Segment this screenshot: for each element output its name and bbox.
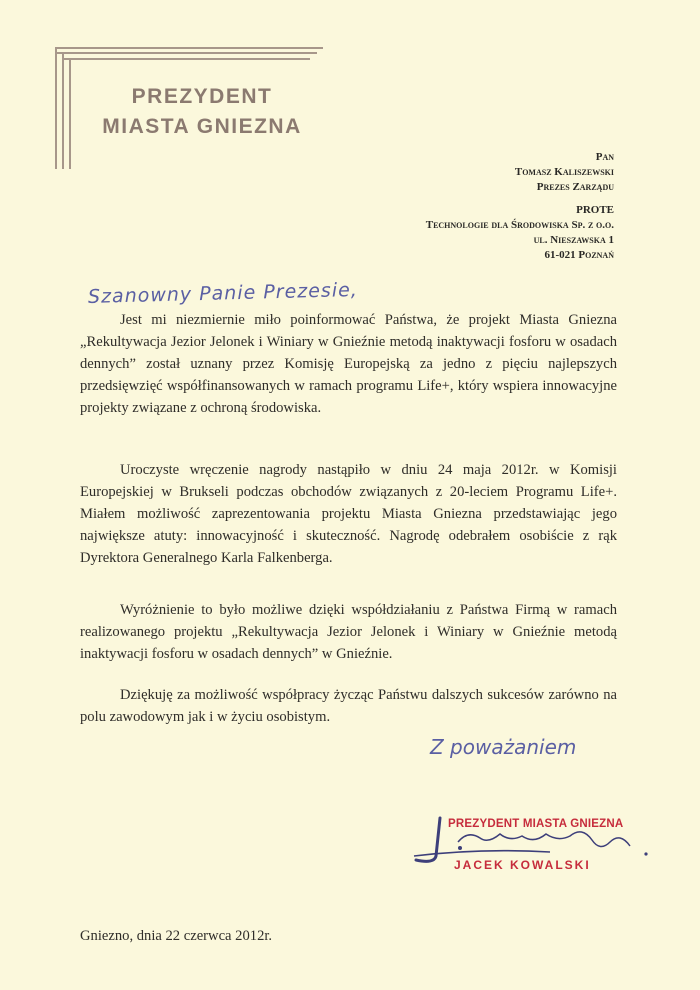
paragraph: [80, 599, 617, 665]
paragraph-text: Uroczyste wręczenie nagrody nastąpiło w dniu 24 maja 2012r. w Komisji Europejskiej w Brukseli podczas obchodów związanych z 20-leciem Programu Life+. Miałem możliwość zaprezentowania projektu Miasta Gniezna przedstawiając jego największe atuty: innowacyjność i skuteczność. Nagrodę odebrałem osobiście z rąk Dyrektora Generalnego Karla Falkenberga.: [80, 462, 617, 566]
company-block: [426, 203, 614, 263]
letterhead-subtitle: MIASTA GNIEZNA: [102, 115, 302, 138]
paragraph: [80, 309, 617, 419]
addressee-block: [515, 150, 614, 195]
handwritten-closing: Z poważaniem: [430, 735, 577, 759]
paragraph: [80, 459, 617, 569]
company-city: 61-021 Poznań: [544, 249, 614, 261]
paragraph-text: Dziękuję za możliwość współpracy życząc Państwu dalszych sukcesów zarówno na polu zawodowym jak i w życiu osobistym.: [80, 687, 617, 725]
paragraph-text: Jest mi niezmiernie miło poinformować Państwa, że projekt Miasta Gniezna „Rekultywacja Jezior Jelonek i Winiary w Gnieźnie metodą inaktywacji fosforu w osadach dennych” został uznany przez Komisję Europejską za jedno z pięciu najlepszych przedsięwzięć współfinansowanych w ramach programu Life+, który wspiera innowacyjne projekty związane z ochroną środowiska.: [80, 312, 617, 416]
handwritten-salutation: Szanowny Panie Prezesie,: [87, 278, 359, 308]
company-street: ul. Nieszawska 1: [533, 234, 614, 246]
company-fullname: Technologie dla Środowiska Sp. z o.o.: [425, 219, 614, 231]
stamp-name: JACEK KOWALSKI: [454, 858, 591, 872]
addressee-line: Pan: [595, 151, 614, 163]
paragraph: [80, 684, 617, 728]
addressee-position: Prezes Zarządu: [536, 181, 614, 193]
letterhead-title: PREZYDENT: [131, 85, 273, 108]
paragraph-text: Wyróżnienie to było możliwe dzięki współdziałaniu z Państwa Firmą w ramach realizowanego projektu „Rekultywacja Jezior Jelonek i Winiary w Gnieźnie metodą inaktywacji fosforu w osadach dennych” w Gnieźnie.: [80, 602, 617, 662]
place-date: Gniezno, dnia 22 czerwca 2012r.: [80, 928, 273, 944]
company-name: PROTE: [576, 204, 614, 216]
stamp-title: PREZYDENT MIASTA GNIEZNA: [448, 818, 624, 830]
addressee-name: Tomasz Kaliszewski: [514, 166, 614, 178]
